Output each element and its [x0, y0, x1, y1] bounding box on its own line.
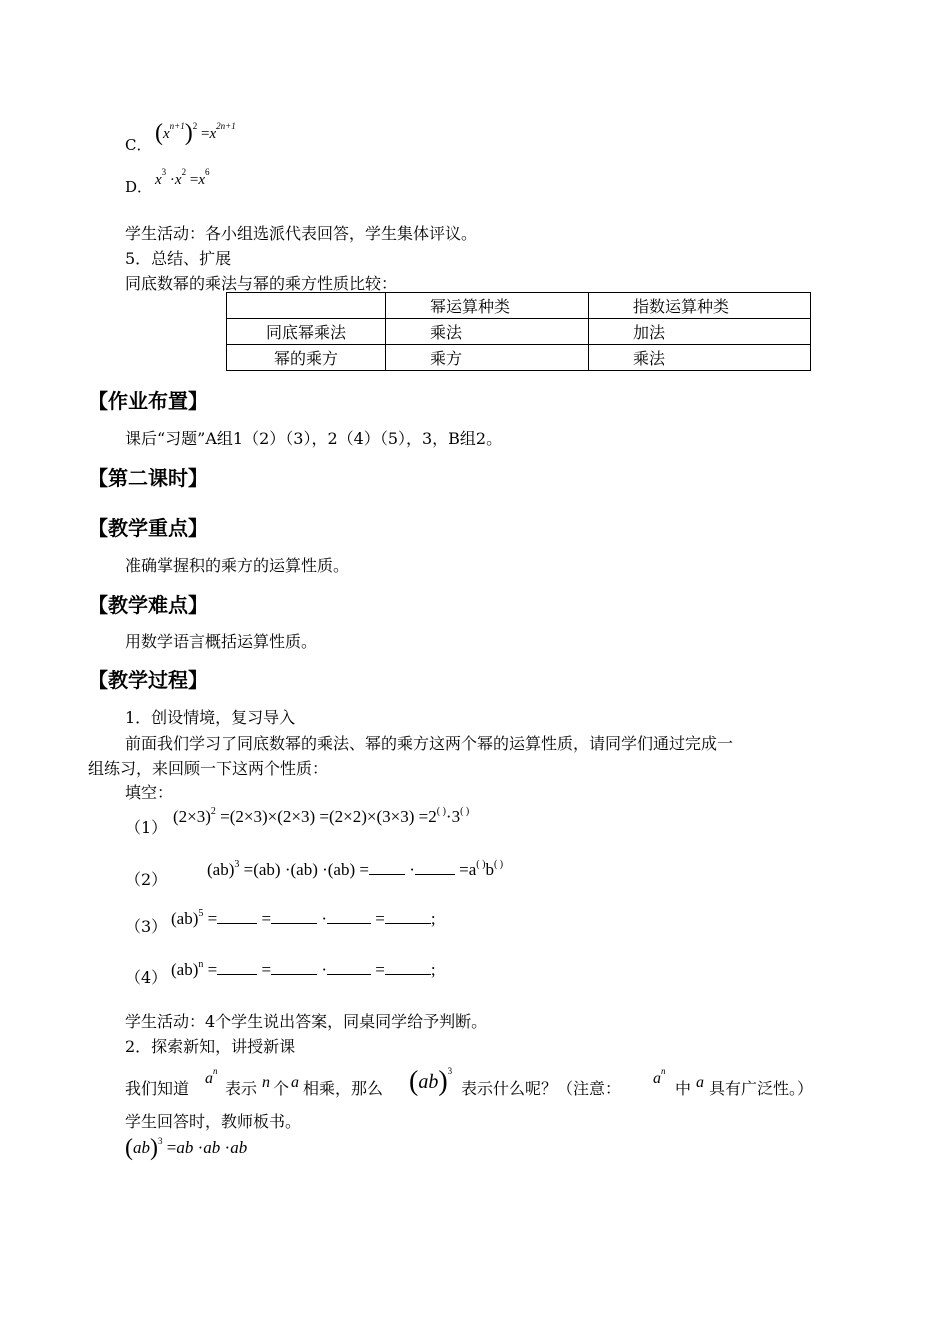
option-d	[125, 167, 285, 196]
lesson2-title: 【第二课时】	[88, 466, 208, 490]
option-d-b-exp: 2	[181, 167, 187, 177]
we-know-line	[125, 1064, 885, 1100]
know-text-7: 具有广泛性。）	[709, 1079, 814, 1098]
step-1-heading: 1．创设情境，复习导入	[125, 708, 296, 727]
table-header-cell	[227, 293, 386, 319]
option-c-inner-exp: n+1	[169, 121, 185, 131]
exercise-1-formula: $(2\times 3)^2 =(2\times 3)\times(2\times 3) =(2\times 2)\times(3\times 3) =2^{( )}\cdot 3^{( )}$	[173, 806, 470, 826]
homework-title: 【作业布置】	[88, 389, 208, 413]
table-row	[227, 319, 811, 345]
board-text: 学生回答时，教师板书。	[125, 1112, 302, 1131]
option-c	[125, 118, 285, 152]
table-cell: 乘法	[386, 319, 589, 345]
a-power-n-note: $a^n$	[653, 1066, 666, 1087]
option-c-outer-exp: 2	[192, 121, 198, 131]
know-text-6: 中	[675, 1079, 692, 1098]
know-text-5: 表示什么呢？（注意：	[461, 1079, 622, 1098]
exercise-4	[125, 957, 585, 987]
option-d-rhs-exp: 6	[204, 167, 210, 177]
table-cell: 加法	[589, 319, 811, 345]
process-title: 【教学过程】	[88, 668, 208, 692]
exercise-1	[125, 805, 585, 835]
exercise-2	[125, 857, 585, 887]
student-activity-1: 学生活动：各小组选派代表回答，学生集体评议。	[125, 224, 478, 243]
option-d-rhs: x	[198, 172, 205, 188]
exercise-2-formula: (ab)$^3$ =(ab) ·(ab) ·(ab) = · =a( )b( )	[207, 859, 504, 879]
option-d-b: x	[174, 172, 182, 188]
option-c-base: x	[163, 126, 170, 142]
student-activity-2: 学生活动：4个学生说出答案，同桌同学给予判断。	[125, 1012, 488, 1031]
table-cell: 同底幂乘法	[227, 319, 386, 345]
exercise-4-formula: (ab)$^n$ = = · = ;	[171, 959, 436, 979]
difficulty-text: 用数学语言概括运算性质。	[125, 632, 318, 651]
a-symbol: a	[291, 1074, 299, 1091]
option-d-label: D．	[125, 178, 153, 196]
intro-line-1: 前面我们学习了同底数幂的乘法、幂的乘方这两个幂的运算性质，请同学们通过完成一	[125, 734, 734, 753]
option-c-rhs-base: x	[209, 126, 217, 142]
know-text-4: 相乘，那么	[303, 1079, 384, 1098]
compare-intro: 同底数幂的乘法与幂的乘方性质比较：	[125, 274, 398, 293]
option-c-label: C．	[125, 136, 152, 154]
table-header-row	[227, 293, 811, 319]
difficulty-title: 【教学难点】	[88, 593, 208, 617]
focus-text: 准确掌握积的乘方的运算性质。	[125, 556, 350, 575]
know-text-2: 表示	[225, 1079, 258, 1098]
exercise-2-label: （2）	[125, 870, 168, 889]
exercise-1-label: （1）	[125, 818, 168, 837]
option-c-rhs-exp: 2n+1	[216, 121, 236, 131]
table-cell: 幂的乘方	[227, 345, 386, 371]
intro-line-2: 组练习，来回顾一下这两个性质：	[88, 759, 329, 778]
table-row	[227, 345, 811, 371]
homework-text: 课后“习题”A组1（2）（3），2（4）（5），3，B组2。	[125, 429, 503, 448]
know-text-1: 我们知道	[125, 1079, 190, 1098]
step-2-heading: 2．探索新知，讲授新课	[125, 1037, 296, 1056]
fill-label: 填空：	[125, 783, 174, 802]
option-d-formula: $x^3 \cdot x^2 =x^6$	[155, 167, 210, 188]
table-header-cell: 指数运算种类	[589, 293, 811, 319]
exercise-3	[125, 906, 585, 936]
ab-cubed: (ab)$^3$	[409, 1066, 453, 1097]
option-d-a: x	[155, 172, 162, 188]
focus-title: 【教学重点】	[88, 516, 208, 540]
exercise-3-label: （3）	[125, 917, 168, 936]
a-symbol-note: a	[696, 1074, 704, 1091]
table-cell: 乘方	[386, 345, 589, 371]
option-d-a-exp: 3	[161, 167, 167, 177]
table-header-cell: 幂运算种类	[386, 293, 589, 319]
board-formula: (ab)$^3$ =ab ·ab ·ab	[125, 1135, 248, 1161]
option-c-formula: $(x^{n+1})^2 =x^{2n+1}$	[155, 120, 236, 146]
a-power-n: $a^n$	[205, 1066, 218, 1087]
know-text-3: 个	[273, 1079, 290, 1098]
exercise-3-formula: (ab)$^5$ = = · = ;	[171, 908, 436, 928]
exercise-4-label: （4）	[125, 968, 168, 987]
comparison-table	[226, 292, 811, 371]
step-5-heading: 5．总结、扩展	[125, 249, 232, 268]
table-cell: 乘法	[589, 345, 811, 371]
n-symbol: n	[262, 1074, 270, 1091]
